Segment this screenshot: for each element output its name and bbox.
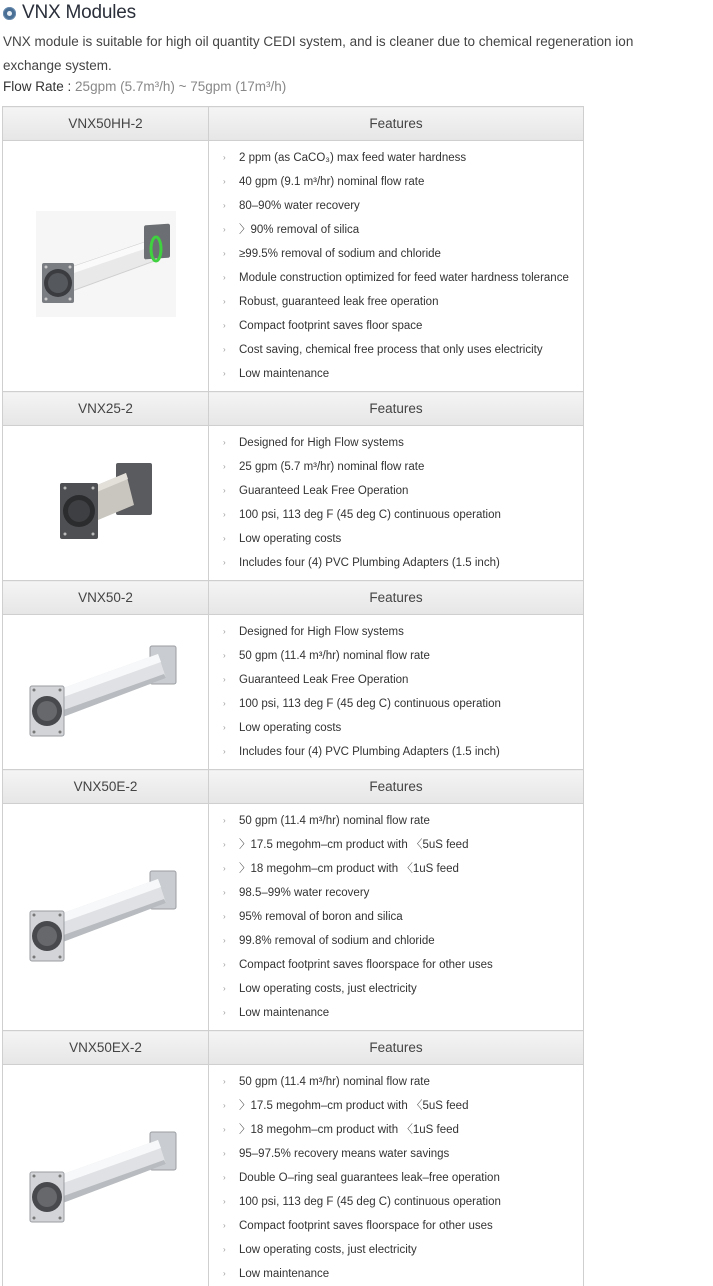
feature-text: Low operating costs [239, 533, 342, 545]
chevron-right-icon: › [223, 723, 226, 732]
chevron-right-icon: › [223, 936, 226, 945]
module-features-cell [209, 615, 584, 770]
chevron-right-icon: › [223, 1008, 226, 1017]
chevron-right-icon: › [223, 960, 226, 969]
module-image-long-silver [26, 640, 186, 740]
chevron-right-icon: › [223, 510, 226, 519]
feature-item [223, 809, 583, 833]
module-image-cell [3, 615, 209, 770]
feature-item [223, 170, 583, 194]
feature-item [223, 1190, 583, 1214]
feature-text: Guaranteed Leak Free Operation [239, 674, 409, 686]
module-features-cell [209, 804, 584, 1031]
chevron-right-icon: › [223, 912, 226, 921]
feature-item [223, 740, 583, 764]
features-header: Features [209, 392, 584, 426]
chevron-right-icon: › [223, 1221, 226, 1230]
module-image-cell [3, 426, 209, 581]
module-body-row-vnx50-2 [3, 615, 584, 770]
feature-text: Designed for High Flow systems [239, 626, 404, 638]
chevron-right-icon: › [223, 297, 226, 306]
module-header-row-vnx50hh-2 [3, 107, 584, 141]
chevron-right-icon: › [223, 558, 226, 567]
module-header-row-vnx50-2 [3, 581, 584, 615]
chevron-right-icon: › [223, 1125, 226, 1134]
feature-item [223, 716, 583, 740]
module-spec-table [2, 106, 584, 1286]
feature-text: Low maintenance [239, 1007, 330, 1019]
feature-text: Low operating costs, just electricity [239, 983, 417, 995]
feature-item [223, 242, 583, 266]
feature-text: 50 gpm (11.4 m³/hr) nominal flow rate [239, 1076, 430, 1088]
feature-text: Low operating costs [239, 722, 342, 734]
chevron-right-icon: › [223, 1149, 226, 1158]
feature-text: Compact footprint saves floorspace for other uses [239, 959, 493, 971]
feature-text: Guaranteed Leak Free Operation [239, 485, 409, 497]
feature-text: 2 ppm (as CaCO₃) max feed water hardness [239, 152, 467, 164]
module-header-row-vnx25-2 [3, 392, 584, 426]
feature-text: ≥99.5% removal of sodium and chloride [239, 248, 441, 260]
feature-item [223, 1142, 583, 1166]
chevron-right-icon: › [223, 201, 226, 210]
feature-text: Robust, guaranteed leak free operation [239, 296, 439, 308]
feature-text: 〉18 megohm–cm product with 〈1uS feed [239, 1124, 459, 1136]
feature-item [223, 218, 583, 242]
flow-rate-value: 25gpm (5.7m³/h) ~ 75gpm (17m³/h) [75, 79, 287, 94]
feature-text: Low maintenance [239, 368, 330, 380]
feature-item [223, 977, 583, 1001]
module-image-long-silver [26, 1126, 186, 1226]
module-body-row-vnx50ex-2 [3, 1065, 584, 1286]
feature-text: Includes four (4) PVC Plumbing Adapters (1.5 inch) [239, 557, 500, 569]
feature-item [223, 620, 583, 644]
module-image-long-silver [26, 865, 186, 965]
module-image-cell [3, 1065, 209, 1286]
feature-text: Double O–ring seal guarantees leak–free operation [239, 1172, 500, 1184]
features-header: Features [209, 581, 584, 615]
chevron-right-icon: › [223, 675, 226, 684]
feature-text: 〉90% removal of silica [239, 224, 360, 236]
feature-text: 40 gpm (9.1 m³/hr) nominal flow rate [239, 176, 425, 188]
module-name: VNX50EX-2 [3, 1031, 209, 1065]
module-image-cell [3, 804, 209, 1031]
module-name: VNX50-2 [3, 581, 209, 615]
module-image-cell [3, 141, 209, 392]
feature-text: 95–97.5% recovery means water savings [239, 1148, 450, 1160]
feature-item [223, 857, 583, 881]
page-heading [3, 2, 136, 24]
features-header: Features [209, 1031, 584, 1065]
feature-text: 〉18 megohm–cm product with 〈1uS feed [239, 863, 459, 875]
feature-text: Compact footprint saves floor space [239, 320, 423, 332]
feature-text: 25 gpm (5.7 m³/hr) nominal flow rate [239, 461, 425, 473]
module-features-cell [209, 426, 584, 581]
module-body-row-vnx50hh-2 [3, 141, 584, 392]
feature-item [223, 644, 583, 668]
feature-text: Low maintenance [239, 1268, 330, 1280]
chevron-right-icon: › [223, 864, 226, 873]
module-header-row-vnx50ex-2 [3, 1031, 584, 1065]
chevron-right-icon: › [223, 1101, 226, 1110]
chevron-right-icon: › [223, 840, 226, 849]
feature-item [223, 551, 583, 575]
module-name: VNX25-2 [3, 392, 209, 426]
module-image-white-long-green-ring [36, 211, 176, 322]
feature-text: 95% removal of boron and silica [239, 911, 403, 923]
feature-list [223, 620, 583, 764]
feature-item [223, 290, 583, 314]
feature-text: Includes four (4) PVC Plumbing Adapters (1.5 inch) [239, 746, 500, 758]
features-header: Features [209, 107, 584, 141]
module-image-short-dark [56, 459, 156, 543]
feature-text: Compact footprint saves floorspace for other uses [239, 1220, 493, 1232]
chevron-right-icon: › [223, 486, 226, 495]
feature-text: 99.8% removal of sodium and chloride [239, 935, 435, 947]
chevron-right-icon: › [223, 369, 226, 378]
module-name: VNX50HH-2 [3, 107, 209, 141]
feature-item [223, 1262, 583, 1286]
chevron-right-icon: › [223, 273, 226, 282]
feature-text: 98.5–99% water recovery [239, 887, 370, 899]
chevron-right-icon: › [223, 1077, 226, 1086]
feature-item [223, 1166, 583, 1190]
feature-text: 80–90% water recovery [239, 200, 360, 212]
intro-description: VNX module is suitable for high oil quantity CEDI system, and is cleaner due to chemical regeneration ion exchange system. [3, 34, 634, 73]
feature-item [223, 929, 583, 953]
chevron-right-icon: › [223, 1245, 226, 1254]
feature-item [223, 1094, 583, 1118]
feature-item [223, 338, 583, 362]
module-body-row-vnx25-2 [3, 426, 584, 581]
feature-item [223, 503, 583, 527]
chevron-right-icon: › [223, 153, 226, 162]
feature-item [223, 1001, 583, 1025]
chevron-right-icon: › [223, 462, 226, 471]
feature-item [223, 905, 583, 929]
feature-item [223, 194, 583, 218]
feature-text: Low operating costs, just electricity [239, 1244, 417, 1256]
chevron-right-icon: › [223, 627, 226, 636]
feature-text: 100 psi, 113 deg F (45 deg C) continuous operation [239, 698, 501, 710]
feature-item [223, 527, 583, 551]
chevron-right-icon: › [223, 747, 226, 756]
feature-item [223, 266, 583, 290]
feature-item [223, 362, 583, 386]
chevron-right-icon: › [223, 651, 226, 660]
module-features-cell [209, 1065, 584, 1286]
chevron-right-icon: › [223, 984, 226, 993]
feature-text: 50 gpm (11.4 m³/hr) nominal flow rate [239, 650, 430, 662]
chevron-right-icon: › [223, 816, 226, 825]
feature-item [223, 692, 583, 716]
module-header-row-vnx50e-2 [3, 770, 584, 804]
chevron-right-icon: › [223, 249, 226, 258]
feature-item [223, 431, 583, 455]
feature-text: 〉17.5 megohm–cm product with 〈5uS feed [239, 1100, 469, 1112]
chevron-right-icon: › [223, 321, 226, 330]
feature-text: 100 psi, 113 deg F (45 deg C) continuous operation [239, 1196, 501, 1208]
feature-item [223, 314, 583, 338]
feature-item [223, 1238, 583, 1262]
circle-bullet-icon [3, 7, 16, 20]
chevron-right-icon: › [223, 225, 226, 234]
module-body-row-vnx50e-2 [3, 804, 584, 1031]
chevron-right-icon: › [223, 1197, 226, 1206]
feature-text: 100 psi, 113 deg F (45 deg C) continuous operation [239, 509, 501, 521]
feature-item [223, 668, 583, 692]
feature-item [223, 953, 583, 977]
feature-item [223, 833, 583, 857]
chevron-right-icon: › [223, 1173, 226, 1182]
feature-item [223, 146, 583, 170]
chevron-right-icon: › [223, 1269, 226, 1278]
feature-text: Designed for High Flow systems [239, 437, 404, 449]
feature-list [223, 431, 583, 575]
feature-text: 50 gpm (11.4 m³/hr) nominal flow rate [239, 815, 430, 827]
features-header: Features [209, 770, 584, 804]
flow-rate [3, 79, 286, 94]
module-name: VNX50E-2 [3, 770, 209, 804]
module-features-cell [209, 141, 584, 392]
page-title: VNX Modules [22, 2, 136, 23]
feature-list [223, 809, 583, 1025]
feature-item [223, 1214, 583, 1238]
chevron-right-icon: › [223, 345, 226, 354]
feature-text: Module construction optimized for feed water hardness tolerance [239, 272, 569, 284]
chevron-right-icon: › [223, 699, 226, 708]
feature-list [223, 1070, 583, 1286]
feature-text: Cost saving, chemical free process that only uses electricity [239, 344, 543, 356]
feature-item [223, 479, 583, 503]
feature-item [223, 1118, 583, 1142]
feature-text: 〉17.5 megohm–cm product with 〈5uS feed [239, 839, 469, 851]
chevron-right-icon: › [223, 534, 226, 543]
feature-list [223, 146, 583, 386]
feature-item [223, 455, 583, 479]
flow-rate-label: Flow Rate : [3, 79, 72, 94]
feature-item [223, 1070, 583, 1094]
chevron-right-icon: › [223, 888, 226, 897]
chevron-right-icon: › [223, 438, 226, 447]
chevron-right-icon: › [223, 177, 226, 186]
feature-item [223, 881, 583, 905]
